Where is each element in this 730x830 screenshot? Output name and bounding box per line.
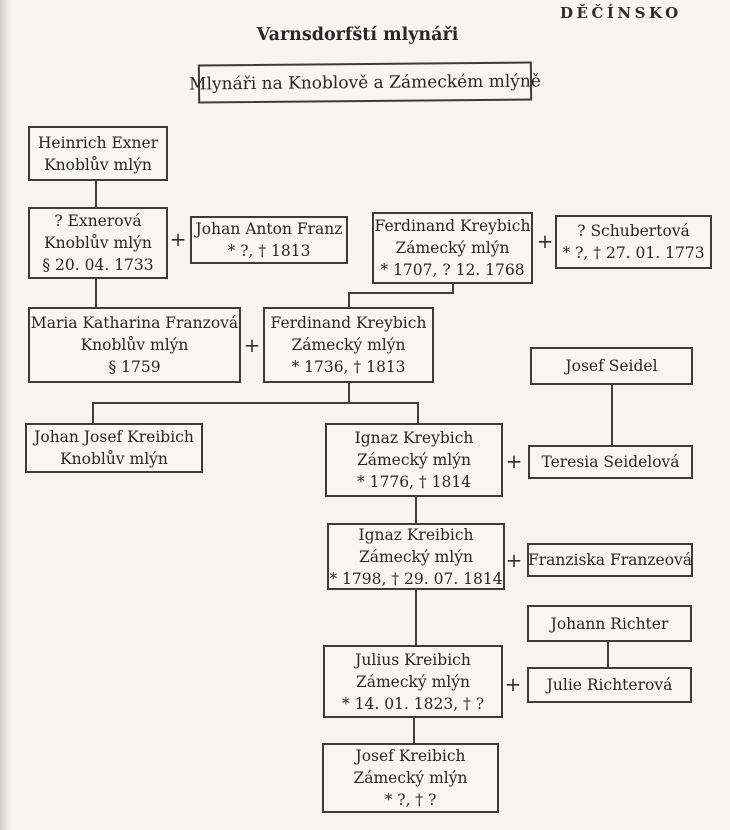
- marriage-plus: +: [505, 449, 523, 473]
- person-dates: * 14. 01. 1823, † ?: [341, 694, 485, 713]
- connector-richter-to-julie: [607, 642, 609, 667]
- person-dates: * 1736, † 1813: [291, 358, 406, 376]
- connector-ignaz1798-to-julius: [415, 590, 417, 645]
- person-box-exnerova: [28, 207, 168, 279]
- marriage-plus: +: [243, 333, 261, 357]
- person-box-josef-kreibich: [322, 743, 499, 813]
- person-name: Teresia Seidelová: [541, 453, 680, 471]
- connector-sibling-bar: [92, 402, 419, 404]
- person-box-julie-richterova: [527, 667, 692, 703]
- person-dates: * 1776, † 1814: [356, 473, 472, 491]
- person-box-ignaz-kreybich: [325, 423, 503, 497]
- person-mill: Knoblův mlýn: [44, 155, 152, 174]
- person-name: Julie Richterová: [546, 676, 673, 694]
- connector-seidel-to-teresia: [611, 385, 613, 445]
- connector-ignaz1776-to-ignaz1798: [415, 497, 417, 523]
- person-dates: * 1707, ? 12. 1768: [380, 261, 525, 279]
- person-box-johan-anton-franz: [190, 216, 348, 264]
- person-box-schubertova: [555, 215, 712, 269]
- connector-exnerova-to-maria: [95, 279, 97, 307]
- person-box-ferdinand-kreybich-jr: [263, 307, 434, 383]
- person-name: Heinrich Exner: [37, 133, 159, 152]
- person-box-heinrich-exner: [28, 126, 168, 181]
- person-name: Julius Kreibich: [355, 650, 471, 669]
- connector-julius-to-josef: [413, 718, 415, 743]
- person-name: Maria Katharina Franzová: [30, 314, 239, 332]
- person-mill: Knoblův mlýn: [80, 336, 189, 354]
- person-mill: Knoblův mlýn: [60, 450, 168, 468]
- person-dates: § 20. 04. 1733: [42, 256, 154, 274]
- person-box-josef-seidel: [530, 347, 693, 385]
- marriage-plus: +: [504, 672, 522, 696]
- person-box-teresia-seidelova: [528, 445, 693, 479]
- person-box-julius-kreibich: [323, 645, 503, 718]
- scan-edge-shadow: [0, 0, 12, 830]
- marriage-plus: +: [505, 548, 523, 572]
- connector-heinrich-to-exnerova: [95, 181, 97, 207]
- person-dates: * 1798, † 29. 07. 1814: [329, 569, 503, 588]
- person-box-johann-richter: [527, 605, 692, 642]
- person-dates: * ?, † ?: [384, 791, 437, 809]
- person-box-johan-josef-kreibich: [25, 423, 203, 473]
- person-name: ? Schubertová: [577, 222, 690, 240]
- region-label: DĚČÍNSKO: [560, 4, 682, 22]
- connector-ferdinandjr-drop: [348, 383, 350, 404]
- person-name: Ferdinand Kreybich: [270, 314, 427, 332]
- person-name: Johan Anton Franz: [195, 220, 343, 238]
- person-name: Josef Kreibich: [355, 747, 466, 765]
- person-mill: Zámecký mlýn: [358, 547, 474, 566]
- person-mill: Zámecký mlýn: [395, 239, 510, 257]
- connector-to-ferdinandjr: [348, 292, 350, 307]
- person-name: Johann Richter: [550, 614, 669, 633]
- diagram-title: Varnsdorfští mlynáři: [256, 25, 459, 45]
- connector-ferdinandsr-jog: [348, 292, 454, 294]
- connector-to-johan-josef: [92, 402, 94, 423]
- marriage-plus: +: [169, 227, 187, 251]
- person-name: Ignaz Kreibich: [358, 525, 474, 544]
- marriage-plus: +: [536, 229, 554, 253]
- person-box-franziska-franzeova: [527, 543, 693, 577]
- person-mill: Zámecký mlýn: [355, 672, 471, 691]
- person-name: ? Exnerová: [54, 212, 142, 230]
- person-name: Franziska Franzeová: [527, 551, 693, 569]
- person-mill: Zámecký mlýn: [291, 336, 406, 354]
- person-box-maria-katharina-franzova: [28, 307, 241, 383]
- root-box-label: Mlynáři na Knoblově a Zámeckém mlýně: [189, 70, 541, 95]
- person-name: Ignaz Kreybich: [354, 429, 474, 447]
- connector-to-ignaz-kreybich: [417, 402, 419, 423]
- person-name: Ferdinand Kreybich: [374, 217, 531, 235]
- person-name: Josef Seidel: [565, 357, 658, 375]
- person-dates: * ?, † 27. 01. 1773: [562, 244, 705, 262]
- person-dates: * ?, † 1813: [227, 242, 311, 260]
- person-name: Johan Josef Kreibich: [34, 428, 194, 446]
- person-mill: Zámecký mlýn: [353, 769, 468, 787]
- person-mill: Zámecký mlýn: [356, 451, 472, 469]
- person-box-root: [189, 62, 541, 104]
- person-box-ferdinand-kreybich-sr: [372, 212, 533, 284]
- person-dates: § 1759: [108, 358, 161, 376]
- person-box-ignaz-kreibich: [327, 523, 505, 590]
- person-mill: Knoblův mlýn: [44, 234, 152, 252]
